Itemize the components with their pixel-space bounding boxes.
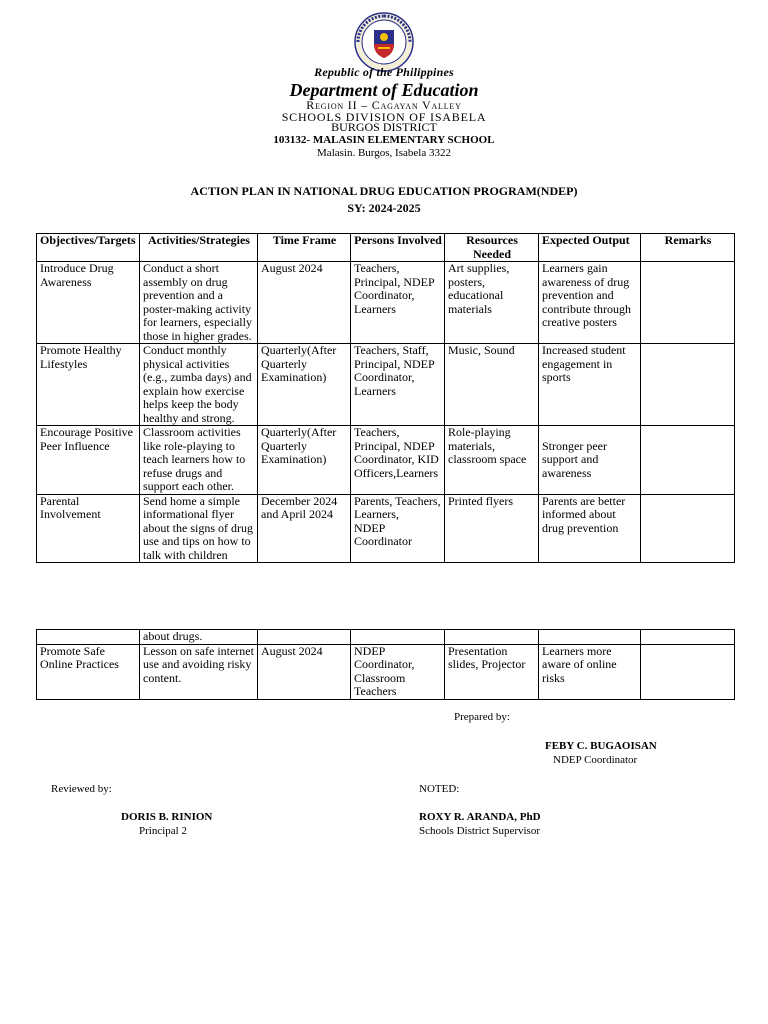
table-row: [37, 262, 735, 344]
table-row: [37, 630, 735, 645]
table-row: [37, 344, 735, 426]
remarks-cell: [641, 644, 735, 699]
action-plan-table-continued: [36, 629, 735, 700]
persons-cell: Teachers, Principal, NDEP Coordinator, KID Officers,Learners: [351, 426, 445, 495]
resources-cell: Role-playing materials, classroom space: [445, 426, 539, 495]
resources-cell: [445, 630, 539, 645]
resources-cell: Art supplies, posters, educational materials: [445, 262, 539, 344]
persons-cell: Teachers, Principal, NDEP Coordinator, Learners: [351, 262, 445, 344]
output-cell: Parents are better informed about drug prevention: [539, 494, 641, 563]
column-header: Activities/Strategies: [140, 234, 258, 262]
time-frame-cell: Quarterly(After Quarterly Examination): [258, 344, 351, 426]
republic-line: Republic of the Philippines: [314, 65, 454, 79]
remarks-cell: [641, 426, 735, 495]
remarks-cell: [641, 630, 735, 645]
activity-cell: Send home a simple informational flyer about the signs of drug use and tips on how to talk with children: [140, 494, 258, 563]
prepared-by-label: Prepared by:: [454, 711, 510, 723]
reviewed-by-title: Principal 2: [139, 825, 187, 837]
objective-cell: [37, 630, 140, 645]
objective-cell: Introduce Drug Awareness: [37, 262, 140, 344]
table-row: [37, 426, 735, 495]
output-cell: Learners gain awareness of drug prevention and contribute through creative posters: [539, 262, 641, 344]
objective-cell: Promote Healthy Lifestyles: [37, 344, 140, 426]
column-header: Resources Needed: [445, 234, 539, 262]
division-line: SCHOOLS DIVISION OF ISABELA: [281, 110, 487, 124]
district-line: BURGOS DISTRICT: [331, 120, 437, 134]
time-frame-cell: [258, 630, 351, 645]
address-line: Malasin. Burgos, Isabela 3322: [317, 147, 451, 159]
prepared-by-title: NDEP Coordinator: [553, 754, 638, 766]
activity-cell: Conduct monthly physical activities (e.g., zumba days) and explain how exercise helps keep the body healthy and strong.: [140, 344, 258, 426]
column-header: Time Frame: [258, 234, 351, 262]
department-line: Department of Education: [289, 80, 479, 100]
noted-by-name: ROXY R. ARANDA, PhD: [419, 811, 541, 823]
resources-cell: Music, Sound: [445, 344, 539, 426]
remarks-cell: [641, 494, 735, 563]
table-header-row: [37, 234, 735, 262]
activity-cell: Lesson on safe internet use and avoiding risky content.: [140, 644, 258, 699]
activity-cell: Conduct a short assembly on drug prevention and a poster-making activity for learners, especially those in higher grades.: [140, 262, 258, 344]
remarks-cell: [641, 262, 735, 344]
column-header: Remarks: [641, 234, 735, 262]
resources-cell: Printed flyers: [445, 494, 539, 563]
reviewed-by-label: Reviewed by:: [51, 783, 112, 795]
noted-by-title: Schools District Supervisor: [419, 825, 540, 837]
output-cell: Increased student engagement in sports: [539, 344, 641, 426]
activity-cell: about drugs.: [140, 630, 258, 645]
persons-cell: NDEP Coordinator, Classroom Teachers: [351, 644, 445, 699]
column-header: Persons Involved: [351, 234, 445, 262]
output-cell: Stronger peer support and awareness: [539, 426, 641, 495]
time-frame-cell: December 2024 and April 2024: [258, 494, 351, 563]
noted-label: NOTED:: [419, 783, 460, 795]
output-cell: [539, 630, 641, 645]
persons-cell: Parents, Teachers, Learners, NDEP Coordinator: [351, 494, 445, 563]
region-line: Region II – Cagayan Valley: [306, 98, 462, 112]
persons-cell: [351, 630, 445, 645]
time-frame-cell: Quarterly(After Quarterly Examination): [258, 426, 351, 495]
remarks-cell: [641, 344, 735, 426]
action-plan-table: [36, 233, 735, 563]
school-line: 103132- MALASIN ELEMENTARY SCHOOL: [273, 134, 495, 146]
table-row: [37, 494, 735, 563]
persons-cell: Teachers, Staff, Principal, NDEP Coordinator, Learners: [351, 344, 445, 426]
objective-cell: Encourage Positive Peer Influence: [37, 426, 140, 495]
column-header: Objectives/Targets: [37, 234, 140, 262]
table-row: [37, 644, 735, 699]
objective-cell: Promote Safe Online Practices: [37, 644, 140, 699]
reviewed-by-name: DORIS B. RINION: [121, 811, 213, 823]
time-frame-cell: August 2024: [258, 644, 351, 699]
activity-cell: Classroom activities like role-playing to teach learners how to refuse drugs and support each other.: [140, 426, 258, 495]
column-header: Expected Output: [539, 234, 641, 262]
document-title: ACTION PLAN IN NATIONAL DRUG EDUCATION PROGRAM(NDEP): [190, 184, 578, 198]
resources-cell: Presentation slides, Projector: [445, 644, 539, 699]
time-frame-cell: August 2024: [258, 262, 351, 344]
objective-cell: Parental Involvement: [37, 494, 140, 563]
deped-seal-logo: [354, 12, 414, 72]
school-year: SY: 2024-2025: [347, 201, 421, 215]
output-cell: Learners more aware of online risks: [539, 644, 641, 699]
prepared-by-name: FEBY C. BUGAOISAN: [545, 740, 657, 752]
